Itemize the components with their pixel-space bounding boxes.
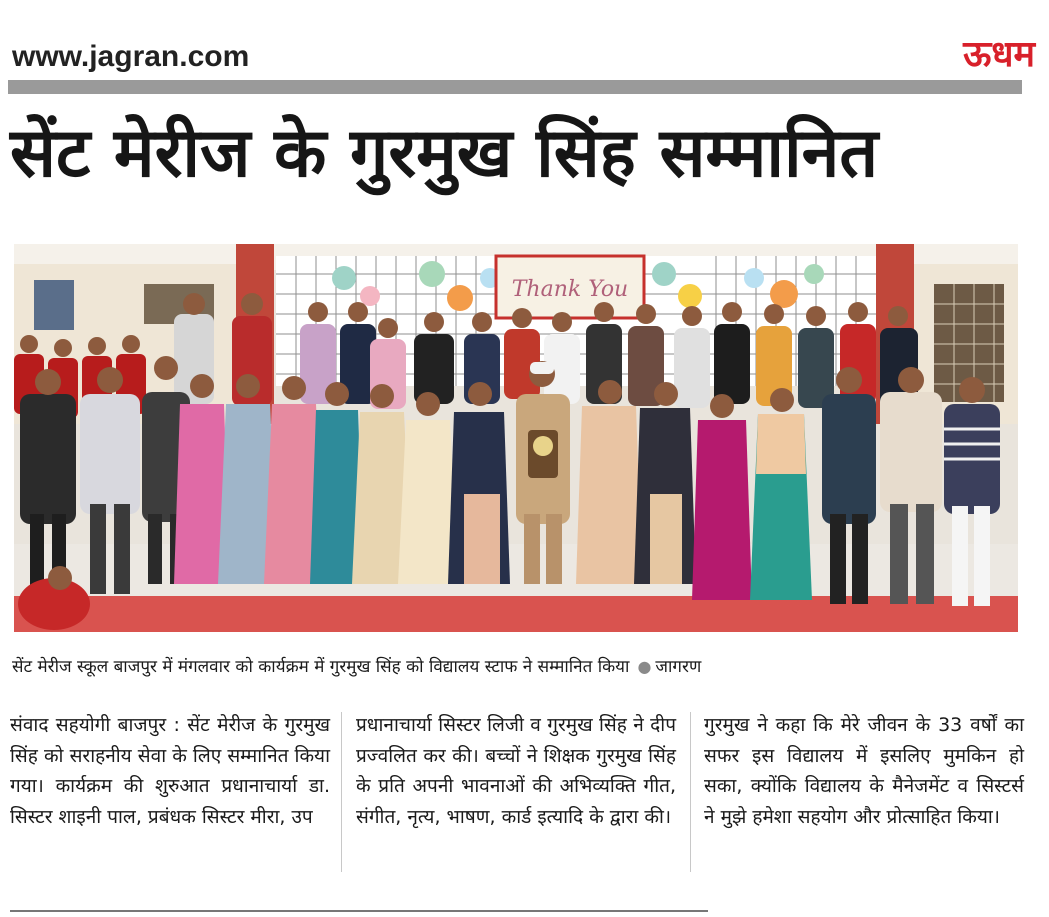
article-column-3: गुरमुख ने कहा कि मेरे जीवन के 33 वर्षों का सफर इस विद्यालय में इसलिए मुमकिन हो सका, क्योंकि विद्यालय के मैनेजमेंट व सिस्टर्स ने मुझे हमेशा सहयोग और प्रोत्साहित किया। (704, 714, 1024, 828)
column-divider (690, 712, 691, 872)
photo-caption (12, 654, 1032, 677)
bullet-dot-icon: ● (637, 657, 652, 676)
caption-text: सेंट मेरीज स्कूल बाजपुर में मंगलवार को कार्यक्रम में गुरमुख सिंह को विद्यालय स्टाफ ने सम्मानित किया (12, 657, 630, 677)
column-divider (341, 712, 342, 872)
banner-text: Thank You (511, 277, 629, 302)
site-url: www.jagran.com (12, 40, 250, 73)
bottom-rule (10, 910, 708, 912)
caption-credit: जागरण (655, 657, 702, 677)
article-column-1: संवाद सहयोगी बाजपुर : सेंट मेरीज के गुरमुख सिंह को सराहनीय सेवा के लिए सम्मानित किया गया। कार्यक्रम की शुरुआत प्रधानाचार्या डा. सिस्टर शाइनी पाल, प्रबंधक सिस्टर मीरा, उप (10, 714, 330, 828)
group-photo (14, 244, 1018, 632)
article-column-2: प्रधानाचार्या सिस्टर लिजी व गुरमुख सिंह ने दीप प्रज्वलित कर की। बच्चों ने शिक्षक गुरमुख सिंह के प्रति अपनी भावनाओं की अभिव्यक्ति गीत, संगीत, नृत्य, भाषण, कार्ड इत्यादि के द्वारा की। (356, 714, 676, 828)
headline: सेंट मेरीज के गुरमुख सिंह सम्मानित (10, 114, 879, 193)
header-rule (8, 80, 1022, 94)
section-tag: ऊधम (963, 34, 1035, 75)
